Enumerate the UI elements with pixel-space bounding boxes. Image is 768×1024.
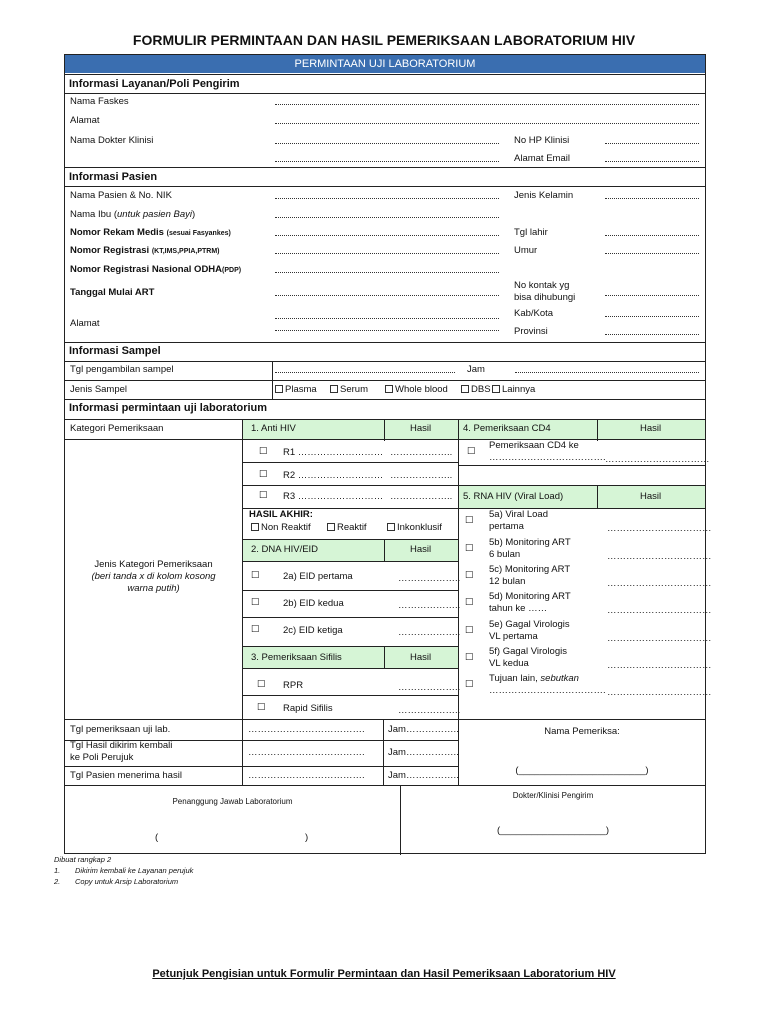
label-nama-faskes: Nama Faskes: [70, 96, 129, 107]
label-eid2: 2b) EID kedua: [283, 598, 344, 609]
note-num-2: 2.: [54, 877, 61, 886]
hasil-rapid[interactable]: ………………..: [398, 705, 461, 716]
section-pasien: Informasi Pasien: [69, 171, 158, 183]
field-alamat-pasien[interactable]: [275, 318, 499, 319]
field-nama-pasien[interactable]: [275, 198, 499, 199]
field-registrasi-odha[interactable]: [275, 272, 499, 273]
field-tgl-uji[interactable]: ……………………………….: [248, 724, 365, 735]
field-no-hp[interactable]: [605, 143, 699, 144]
label-provinsi: Provinsi: [514, 326, 548, 337]
pj-sig-open: (: [155, 832, 159, 843]
checkbox-r3[interactable]: ☐: [259, 490, 268, 501]
label-pj-lab: Penanggung Jawab Laboratorium: [172, 797, 293, 806]
label-nama-pemeriksa: Nama Pemeriksa:: [544, 726, 620, 737]
label-alamat-faskes: Alamat: [70, 115, 100, 126]
form-frame: [64, 54, 712, 854]
section-sampel: Informasi Sampel: [69, 345, 161, 357]
field-registrasi[interactable]: [275, 253, 499, 254]
label-r1: R1 ………………………: [283, 447, 384, 458]
checkbox-5c[interactable]: ☐: [465, 570, 474, 581]
checkbox-rpr[interactable]: ☐: [257, 679, 266, 690]
label-dokter-pengirim: Dokter/Klinisi Pengirim: [512, 791, 594, 800]
option-inkonklusif[interactable]: Inkonklusif: [387, 522, 442, 534]
option-non-reaktif[interactable]: Non Reaktif: [251, 522, 311, 534]
label-jam-sampel: Jam: [467, 364, 485, 375]
checkbox-5d[interactable]: ☐: [465, 597, 474, 608]
label-nama-dokter: Nama Dokter Klinisi: [70, 135, 154, 146]
label-rekam-medis: Nomor Rekam Medis (sesuai Fasyankes): [70, 227, 231, 238]
hasil-cd4[interactable]: ……………………………: [605, 454, 710, 465]
option-serum[interactable]: Serum: [330, 384, 368, 396]
field-rekam-medis[interactable]: [275, 235, 499, 236]
label-registrasi-odha: Nomor Registrasi Nasional ODHA(PDP): [70, 264, 242, 275]
checkbox-5f[interactable]: ☐: [465, 652, 474, 663]
label-no-hp: No HP Klinisi: [514, 135, 570, 146]
field-alamat-pasien-2[interactable]: [275, 330, 499, 331]
hasil-eid2[interactable]: ………………..: [398, 600, 461, 611]
header-hasil-3: Hasil: [410, 652, 432, 663]
field-jam-hasil[interactable]: Jam……………..: [388, 747, 459, 758]
header-hasil-4: Hasil: [640, 423, 662, 434]
header-anti-hiv: 1. Anti HIV: [251, 423, 296, 434]
field-dokter-sig[interactable]: (____________________): [497, 825, 609, 836]
field-jam-uji[interactable]: Jam……………..: [388, 724, 459, 735]
label-tujuan: Tujuan lain, sebutkan ……………………………….: [489, 673, 606, 696]
hasil-5a[interactable]: ……………………………: [607, 523, 712, 534]
label-nama-pasien: Nama Pasien & No. NIK: [70, 190, 172, 201]
label-nama-ibu: Nama Ibu (untuk pasien Bayi): [70, 209, 196, 220]
hasil-5b[interactable]: ……………………………: [607, 551, 712, 562]
label-tgl-terima: Tgl Pasien menerima hasil: [70, 770, 182, 781]
label-kategori: Kategori Pemeriksaan: [70, 423, 164, 434]
field-provinsi[interactable]: [605, 334, 699, 335]
checkbox-5e[interactable]: ☐: [465, 625, 474, 636]
hasil-tujuan[interactable]: ……………………………: [607, 687, 712, 698]
hasil-r1[interactable]: ………………..: [390, 447, 453, 458]
option-reaktif[interactable]: Reaktif: [327, 522, 367, 534]
label-cd4-item: Pemeriksaan CD4 ke ……………………………….: [489, 440, 606, 463]
hasil-5c[interactable]: ……………………………: [607, 578, 712, 589]
checkbox-5b[interactable]: ☐: [465, 543, 474, 554]
checkbox-r1[interactable]: ☐: [259, 446, 268, 457]
field-jam-sampel[interactable]: [515, 372, 699, 373]
hasil-r3[interactable]: ………………..: [390, 491, 453, 502]
label-kab-kota: Kab/Kota: [514, 308, 554, 319]
note-dikirim: Dikirim kembali ke Layanan perujuk: [75, 866, 194, 875]
field-umur[interactable]: [605, 253, 699, 254]
footer-petunjuk: Petunjuk Pengisian untuk Formulir Permintaan dan Hasil Pemeriksaan Laboratorium HIV: [152, 968, 616, 980]
field-alamat-email[interactable]: [605, 161, 699, 162]
pj-sig-close: ): [305, 832, 309, 843]
label-r2: R2 ………………………: [283, 470, 384, 481]
label-tgl-uji: Tgl pemeriksaan uji lab.: [70, 724, 171, 735]
label-5e: 5e) Gagal Virologis VL pertama: [489, 619, 570, 642]
header-hasil-1: Hasil: [410, 423, 432, 434]
header-cd4: 4. Pemeriksaan CD4: [463, 423, 551, 434]
hasil-eid3[interactable]: ………………..: [398, 627, 461, 638]
hasil-5d[interactable]: ……………………………: [607, 605, 712, 616]
label-tgl-hasil: Tgl Hasil dikirim kembali ke Poli Perujuk: [70, 740, 173, 763]
field-nama-dokter[interactable]: [275, 143, 499, 144]
checkbox-eid2[interactable]: ☐: [251, 597, 260, 608]
field-kab-kota[interactable]: [605, 316, 699, 317]
label-alamat-email: Alamat Email: [514, 153, 570, 164]
field-tgl-terima[interactable]: ……………………………….: [248, 770, 365, 781]
checkbox-5a[interactable]: ☐: [465, 515, 474, 526]
field-tgl-lahir[interactable]: [605, 235, 699, 236]
label-hasil-akhir: HASIL AKHIR:: [249, 509, 313, 520]
field-tanggal-art[interactable]: [275, 295, 499, 296]
field-no-kontak[interactable]: [605, 295, 699, 296]
header-rna: 5. RNA HIV (Viral Load): [463, 491, 564, 502]
label-jenis-kelamin: Jenis Kelamin: [514, 190, 574, 201]
form-title: FORMULIR PERMINTAAN DAN HASIL PEMERIKSAAN LABORATORIUM HIV: [132, 32, 636, 48]
label-no-kontak: No kontak yg bisa dihubungi: [514, 280, 576, 303]
checkbox-cd4[interactable]: ☐: [467, 446, 476, 457]
field-alamat-faskes[interactable]: [275, 123, 699, 124]
field-nama-ibu[interactable]: [275, 217, 499, 218]
section-uji: Informasi permintaan uji laboratorium: [69, 402, 268, 414]
checkbox-eid1[interactable]: ☐: [251, 570, 260, 581]
header-dna: 2. DNA HIV/EID: [251, 544, 319, 555]
hasil-5e[interactable]: ……………………………: [607, 633, 712, 644]
note-copy: Copy untuk Arsip Laboratorium: [75, 877, 179, 886]
section-header-permintaan: PERMINTAAN UJI LABORATORIUM: [65, 55, 705, 73]
field-nama-faskes[interactable]: [275, 104, 699, 105]
header-hasil-5: Hasil: [640, 491, 662, 502]
label-eid3: 2c) EID ketiga: [283, 625, 343, 636]
field-jenis-kelamin[interactable]: [605, 198, 699, 199]
option-lainnya[interactable]: Lainnya: [492, 384, 535, 396]
label-r3: R3 ………………………: [283, 491, 384, 502]
option-whole-blood[interactable]: Whole blood: [385, 384, 448, 396]
label-umur: Umur: [514, 245, 538, 256]
hasil-rpr[interactable]: ………………..: [398, 682, 461, 693]
field-nama-dokter-2[interactable]: [275, 161, 499, 162]
field-jam-terima[interactable]: Jam……………..: [388, 770, 459, 781]
header-hasil-2: Hasil: [410, 544, 432, 555]
header-sifilis: 3. Pemeriksaan Sifilis: [251, 652, 342, 663]
label-tanggal-art: Tanggal Mulai ART: [70, 287, 155, 298]
label-registrasi: Nomor Registrasi (KT,IMS,PPIA,PTRM): [70, 245, 220, 256]
hasil-r2[interactable]: ………………..: [390, 470, 453, 481]
label-5a: 5a) Viral Load pertama: [489, 509, 548, 532]
option-dbs[interactable]: DBS: [461, 384, 491, 396]
option-plasma[interactable]: Plasma: [275, 384, 317, 396]
hasil-eid1[interactable]: ………………..: [398, 573, 461, 584]
note-rangkap: Dibuat rangkap 2: [54, 855, 112, 864]
label-5b: 5b) Monitoring ART 6 bulan: [489, 537, 571, 560]
label-rapid: Rapid Sifilis: [283, 703, 333, 714]
jenis-kategori-note: Jenis Kategori Pemeriksaan (beri tanda x di kolom kosong warna putih): [91, 559, 216, 594]
label-5c: 5c) Monitoring ART 12 bulan: [489, 564, 571, 587]
label-5f: 5f) Gagal Virologis VL kedua: [489, 646, 567, 669]
label-jenis-sampel: Jenis Sampel: [70, 384, 128, 395]
field-tgl-hasil[interactable]: ……………………………….: [248, 747, 365, 758]
label-tgl-pengambilan: Tgl pengambilan sampel: [70, 364, 174, 375]
label-tgl-lahir: Tgl lahir: [514, 227, 548, 238]
label-5d: 5d) Monitoring ART tahun ke ……: [489, 591, 571, 614]
checkbox-eid3[interactable]: ☐: [251, 624, 260, 635]
section-layanan: Informasi Layanan/Poli Pengirim: [69, 78, 240, 90]
field-tgl-pengambilan[interactable]: [275, 372, 455, 373]
label-alamat-pasien: Alamat: [70, 318, 100, 329]
label-eid1: 2a) EID pertama: [283, 571, 353, 582]
label-rpr: RPR: [283, 680, 304, 691]
checkbox-r2[interactable]: ☐: [259, 469, 268, 480]
checkbox-rapid[interactable]: ☐: [257, 702, 266, 713]
checkbox-tujuan[interactable]: ☐: [465, 679, 474, 690]
hasil-5f[interactable]: ……………………………: [607, 660, 712, 671]
field-pemeriksa-sig[interactable]: (________________________): [515, 765, 649, 776]
note-num-1: 1.: [54, 866, 61, 875]
